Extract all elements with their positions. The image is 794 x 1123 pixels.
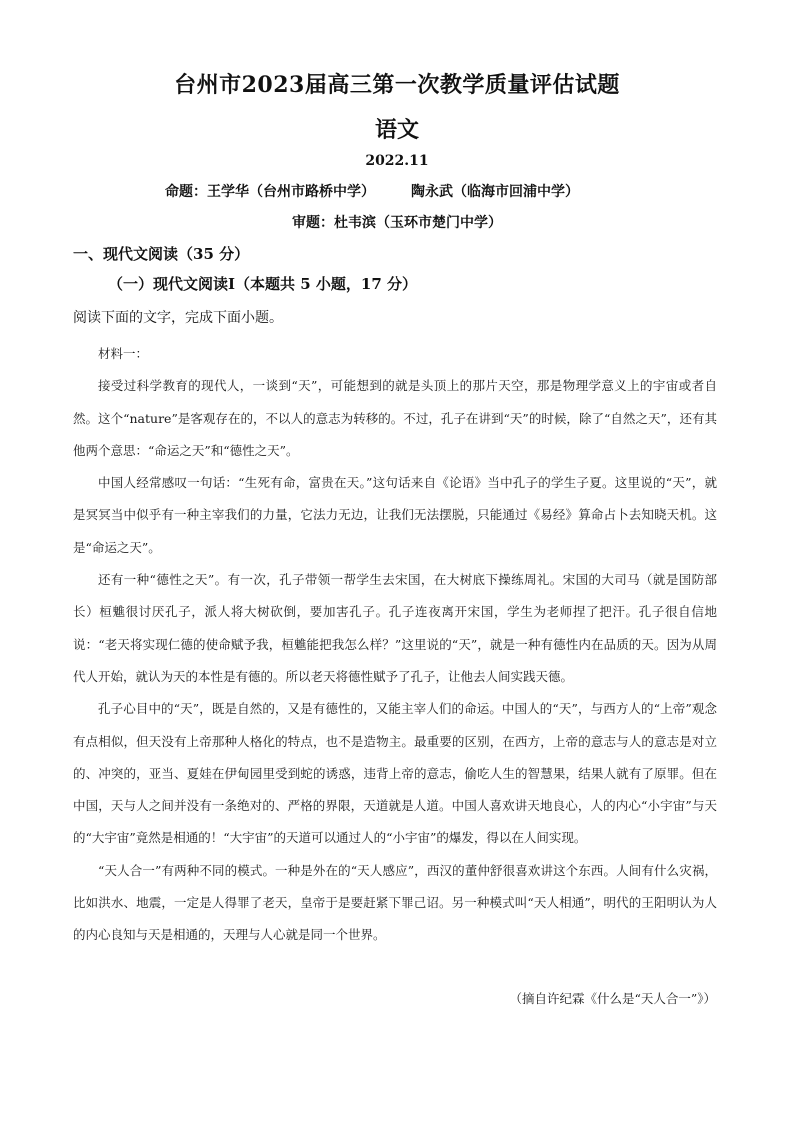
material-paragraph: 中国人经常感叹一句话：“生死有命，富贵在天。”这句话来自《论语》当中孔子的学生子夏。这里说的“天”，就是冥冥当中似乎有一种主宰我们的力量，它法力无边，让我们无法摆脱，只能通过《易经》算命占卜去知晓天机。这是“命运之天”。 — [73, 475, 717, 555]
exam-title: 台州市2023届高三第一次教学质量评估试题 — [174, 72, 620, 98]
section-heading: 一、现代文阅读（35 分） — [73, 245, 250, 263]
material-source: （摘自许纪霖《什么是“天人合一”》） — [509, 991, 716, 1006]
subject-title: 语文 — [374, 117, 419, 143]
author-line — [165, 181, 579, 201]
material-paragraph: 孔子心目中的“天”，既是自然的，又是有德性的，又能主宰人们的命运。中国人的“天”，与西方人的“上帝”观念有点相似，但天没有上帝那种人格化的特点，也不是造物主。最重要的区别，在西方，上帝的意志与人的意志是对立的、冲突的，亚当、夏娃在伊甸园里受到蛇的诱惑，违背上帝的意志，偷吃人生的智慧果，结果人就有了原罪。但在中国，天与人之间并没有一条绝对的、严格的界限，天道就是人道。中国人喜欢讲天地良心，人的内心“小宇宙”与天的“大宇宙”竟然是相通的！“大宇宙”的天道可以通过人的“小宇宙”的爆发，得以在人间实现。 — [73, 701, 717, 846]
material-paragraph: 接受过科学教育的现代人，一谈到“天”，可能想到的就是头顶上的那片天空，那是物理学意义上的宇宙或者自然。这个“nature”是客观存在的，不以人的意志为转移的。不过，孔子在讲到“天”的时候，除了“自然之天”，还有其他两个意思：“命运之天”和“德性之天”。 — [73, 378, 717, 458]
material-paragraph: 还有一种“德性之天”。有一次，孔子带领一帮学生去宋国，在大树底下操练周礼。宋国的大司马（就是国防部长）桓魋很讨厌孔子，派人将大树砍倒，要加害孔子。孔子连夜离开宋国，学生为老师捏了把汗。孔子很自信地说：“老天将实现仁德的使命赋予我，桓魋能把我怎么样？”这里说的“天”，就是一种有德性内在品质的天。因为从周代人开始，就认为天的本性是有德的。所以老天将德性赋予了孔子，让他去人间实践天德。 — [73, 572, 717, 684]
author-2: 陶永武（临海市回浦中学） — [411, 184, 579, 200]
material-body — [73, 338, 717, 952]
section-subheading: （一）现代文阅读Ⅰ（本题共 5 小题，17 分） — [108, 275, 417, 293]
material-paragraph: “天人合一”有两种不同的模式。一种是外在的“天人感应”，西汉的董仲舒很喜欢讲这个东西。人间有什么灾祸，比如洪水、地震，一定是人得罪了老天，皇帝于是要赶紧下罪己诏。另一种模式叫“天人相通”，明代的王阳明认为人的内心良知与天是相通的，天理与人心就是同一个世界。 — [73, 862, 717, 943]
material-label: 材料一： — [98, 346, 149, 361]
reviewer-line: 审题：杜韦滨（玉环市楚门中学） — [292, 215, 502, 231]
author-1: 命题：王学华（台州市路桥中学） — [165, 184, 375, 200]
exam-date: 2022.11 — [365, 153, 429, 169]
reading-instruction: 阅读下面的文字，完成下面小题。 — [73, 310, 283, 326]
